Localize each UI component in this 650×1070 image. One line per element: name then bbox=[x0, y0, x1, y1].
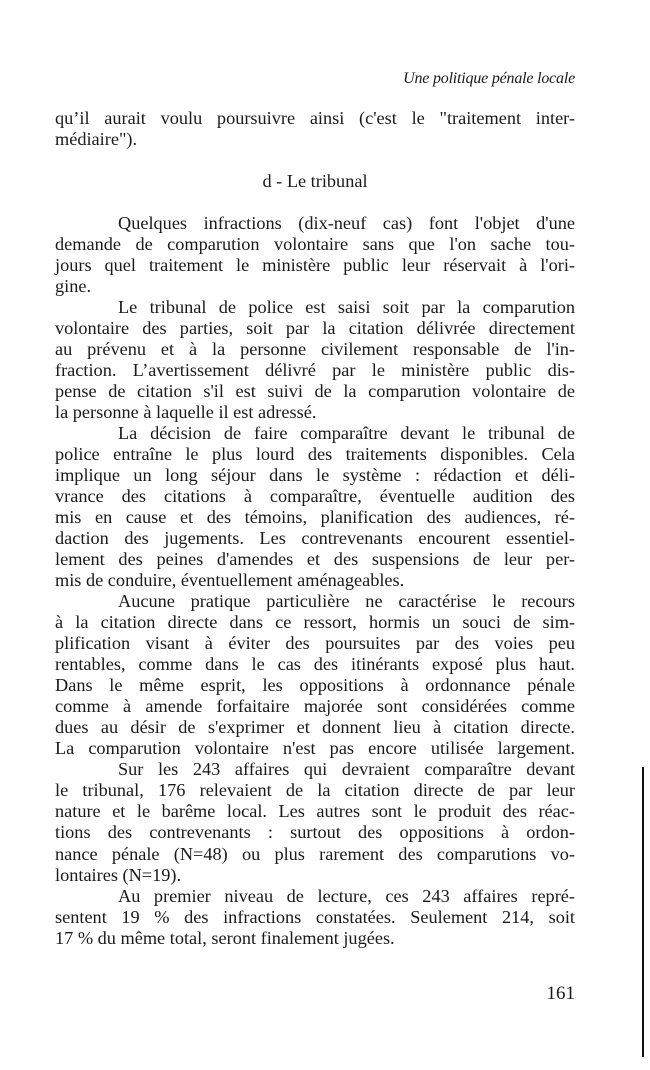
text-line: plification visant à éviter des poursuites par des voies peu bbox=[55, 633, 575, 654]
text-line: volontaire des parties, soit par la citation délivrée directement bbox=[55, 318, 575, 339]
text-line: dues au désir de s'exprimer et donnent lieu à citation directe. bbox=[55, 717, 575, 738]
text-line: sentent 19 % des infractions constatées. Seulement 214, soit bbox=[55, 906, 575, 927]
text-line: gine. bbox=[55, 276, 92, 297]
text-line: Sur les 243 affaires qui devraient comparaître devant bbox=[118, 759, 575, 780]
text-line: lement des peines d'amendes et des suspensions de leur per- bbox=[55, 549, 575, 570]
text-line: police entraîne le plus lourd des traitements disponibles. Cela bbox=[55, 444, 575, 465]
running-head: Une politique pénale locale bbox=[403, 70, 575, 87]
text-line: rentables, comme dans le cas des itinérants exposé plus haut. bbox=[55, 654, 575, 675]
text-line: La décision de faire comparaître devant le tribunal de bbox=[118, 423, 575, 444]
text-line: le tribunal, 176 relevaient de la citation directe de par leur bbox=[55, 780, 575, 801]
section-heading: d - Le tribunal bbox=[262, 171, 368, 192]
text-line: Aucune pratique particulière ne caractérise le recours bbox=[118, 591, 575, 612]
text-line: implique un long séjour dans le système : rédaction et déli- bbox=[55, 465, 575, 486]
page-body bbox=[55, 108, 575, 949]
text-line: pense de citation s'il est suivi de la comparution volontaire de bbox=[55, 381, 575, 402]
page-number: 161 bbox=[546, 983, 575, 1004]
text-line: la personne à laquelle il est adressé. bbox=[55, 402, 317, 423]
text-line: daction des jugements. Les contrevenants encourent essentiel- bbox=[55, 528, 575, 549]
text-line: comme à amende forfaitaire majorée sont considérées comme bbox=[55, 696, 575, 717]
section-body bbox=[55, 213, 575, 949]
text-line: nature et le barême local. Les autres sont le produit des réac- bbox=[55, 801, 575, 822]
text-line: mis de conduire, éventuellement aménageables. bbox=[55, 570, 405, 591]
text-line: lontaires (N=19). bbox=[55, 864, 182, 885]
text-line: vrance des citations à comparaître, éventuelle audition des bbox=[55, 486, 575, 507]
text-line: Le tribunal de police est saisi soit par la comparution bbox=[118, 297, 575, 318]
paragraph-continuation bbox=[55, 108, 575, 150]
text-line: 17 % du même total, seront finalement jugées. bbox=[55, 927, 395, 948]
page-edge-line bbox=[642, 767, 644, 1057]
text-line: nance pénale (N=48) ou plus rarement des comparutions vo- bbox=[55, 843, 575, 864]
text-line: mis en cause et des témoins, planification des audiences, ré- bbox=[55, 507, 575, 528]
text-line: tions des contrevenants : surtout des oppositions à ordon- bbox=[55, 822, 575, 843]
text-line: La comparution volontaire n'est pas encore utilisée largement. bbox=[55, 738, 575, 759]
text-line: qu’il aurait voulu poursuivre ainsi (c'est le "traitement inter- bbox=[55, 108, 575, 128]
text-line: Quelques infractions (dix-neuf cas) font l'objet d'une bbox=[118, 213, 575, 234]
text-line: demande de comparution volontaire sans que l'on sache tou- bbox=[55, 234, 575, 255]
text-line: médiaire"). bbox=[55, 129, 138, 150]
text-line: à la citation directe dans ce ressort, hormis un souci de sim- bbox=[55, 612, 575, 633]
text-line: fraction. L’avertissement délivré par le ministère public dis- bbox=[55, 360, 575, 381]
text-line: au prévenu et à la personne civilement responsable de l'in- bbox=[55, 339, 575, 360]
text-line: jours quel traitement le ministère public leur réservait à l'ori- bbox=[55, 255, 575, 276]
text-line: Au premier niveau de lecture, ces 243 affaires repré- bbox=[118, 885, 575, 906]
text-line: Dans le même esprit, les oppositions à ordonnance pénale bbox=[55, 675, 575, 696]
